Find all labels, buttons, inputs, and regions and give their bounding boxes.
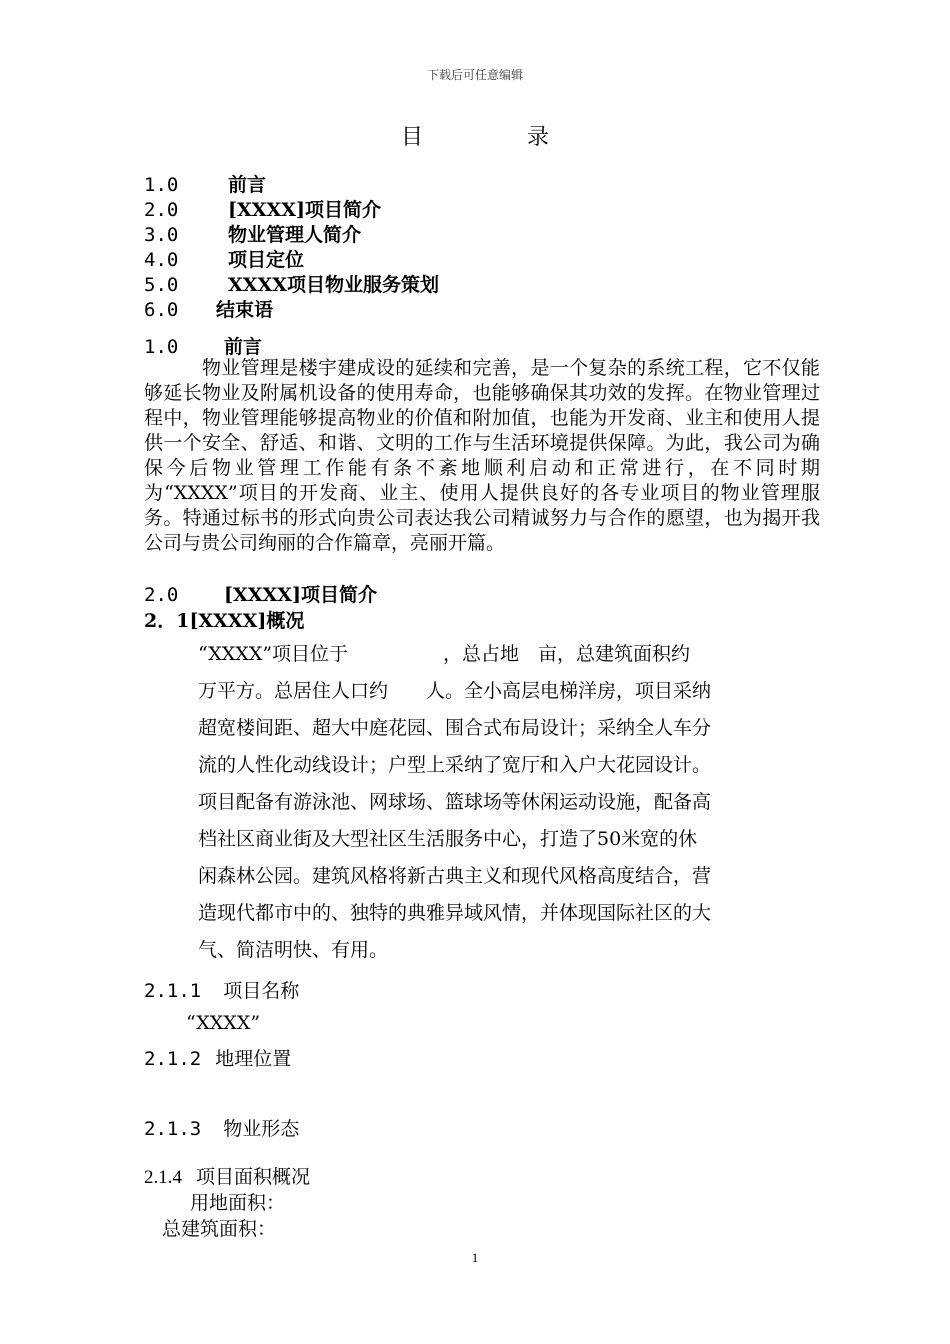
subsection-heading — [144, 1114, 299, 1141]
section-heading — [144, 580, 377, 607]
toc-item-title: 物业管理人简介 — [228, 224, 362, 246]
subsection-heading: 2．1[XXXX]概况 — [144, 610, 305, 632]
toc-item-title: [XXXX]项目简介 — [228, 199, 381, 221]
subsection-number: 2.1.3 — [144, 1118, 202, 1140]
section-number: 1.0 — [144, 336, 179, 358]
toc-item-number: 3.0 — [144, 224, 179, 246]
toc-item[interactable] — [144, 270, 439, 297]
subsection-number: 2.1.4 — [144, 1167, 182, 1188]
toc-item-number: 4.0 — [144, 249, 179, 271]
toc-item[interactable] — [144, 170, 266, 197]
toc-item-title: XXXX项目物业服务策划 — [228, 274, 439, 296]
subsection-title: 地理位置 — [215, 1048, 292, 1070]
subsection-heading — [144, 1162, 310, 1189]
section-heading — [144, 332, 262, 359]
overview-line: 闲森林公园。建筑风格将新古典主义和现代风格高度结合，营 — [198, 865, 712, 887]
toc-item-number: 5.0 — [144, 274, 179, 296]
toc-title: 目录 — [400, 125, 653, 150]
overview-line: 造现代都市中的、独特的典雅异域风情，并体现国际社区的大 — [198, 902, 712, 924]
section-title: [XXXX]项目简介 — [224, 584, 377, 606]
overview-line: 超宽楼间距、超大中庭花园、围合式布局设计；采纳全人车分 — [198, 717, 712, 739]
overview-line: 档社区商业街及大型社区生活服务中心，打造了50米宽的休 — [198, 828, 698, 850]
project-name-value: “XXXX” — [186, 1012, 261, 1034]
toc-item-number: 2.0 — [144, 199, 179, 221]
overview-line: 气、简洁明快、有用。 — [198, 939, 389, 961]
overview-line: “XXXX”项目位于 ，总占地 亩，总建筑面积约 — [198, 643, 691, 665]
subsection-title: 项目名称 — [223, 980, 300, 1002]
toc-item[interactable] — [144, 245, 304, 272]
page-number: 1 — [471, 1250, 479, 1265]
building-area-label: 总建筑面积： — [162, 1218, 277, 1240]
overview-line: 万平方。总居住人口约 人。全小高层电梯洋房，项目采纳 — [198, 680, 712, 702]
toc-item-title: 前言 — [228, 174, 267, 196]
toc-item[interactable] — [144, 220, 361, 247]
toc-item[interactable] — [144, 195, 381, 222]
subsection-number: 2.1.2 — [144, 1048, 202, 1070]
section-number: 2.0 — [144, 584, 179, 606]
toc-item-title: 结束语 — [216, 299, 274, 321]
subsection-heading — [144, 976, 299, 1003]
toc-item-number: 1.0 — [144, 174, 179, 196]
header-note: 下载后可任意编辑 — [426, 68, 523, 82]
overview-line: 流的人性化动线设计；户型上采纳了宽厅和入户大花园设计。 — [198, 754, 712, 776]
land-area-label: 用地面积： — [190, 1192, 286, 1214]
toc-item-number: 6.0 — [144, 299, 179, 321]
overview-line: 项目配备有游泳池、网球场、篮球场等休闲运动设施，配备高 — [198, 791, 712, 813]
section-title: 前言 — [224, 336, 263, 358]
subsection-title: 物业形态 — [223, 1118, 300, 1140]
toc-item[interactable] — [144, 295, 273, 322]
subsection-title: 项目面积概况 — [196, 1166, 311, 1188]
toc-item-title: 项目定位 — [228, 249, 305, 271]
project-overview — [198, 636, 808, 969]
subsection-number: 2.1.1 — [144, 980, 202, 1002]
preface-paragraph: 物业管理是楼宇建成设的延续和完善，是一个复杂的系统工程，它不仅能够延长物业及附属机设备的使用寿命，也能够确保其功效的发挥。在物业管理过程中，物业管理能够提高物业的价值和附加值，也能为开发商、业主和使用人提供一个安全、舒适、和谐、文明的工作与生活环境提供保障。为此，我公司为确保今后物业管理工作能有条不紊地顺利启动和正常进行，在不同时期为“XXXX”项目的开发商、业主、使用人提供良好的各专业项目的物业管理服务。特通过标书的形式向贵公司表达我公司精诚努力与合作的愿望，也为揭开我公司与贵公司绚丽的合作篇章，亮丽开篇。 — [144, 357, 820, 554]
subsection-heading — [144, 1044, 291, 1071]
